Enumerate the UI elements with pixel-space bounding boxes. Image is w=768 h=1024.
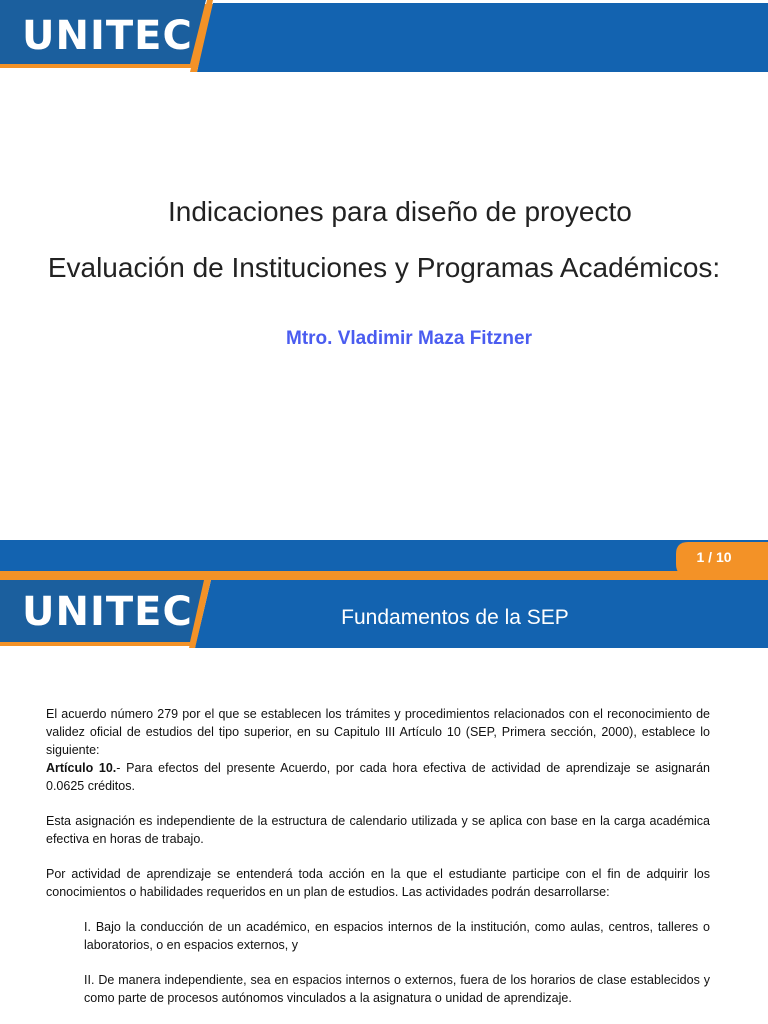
article-text: - Para efectos del presente Acuerdo, por cada hora efectiva de actividad de aprendizaje se asignarán 0.0625 créditos. [46,761,710,793]
content-slide [0,576,768,1024]
title-line-1: Indicaciones para diseño de proyecto [168,196,632,227]
paragraph-activity: Por actividad de aprendizaje se entenderá toda acción en la que el estudiante participe con el fin de adquirir los conocimientos o habilidades requeridos en un plan de estudios. Las actividades podrán desarrollarse: [46,867,710,899]
page-counter: 1 / 10 [696,549,732,565]
unitec-logo: UNITEC [22,13,193,59]
slide-body [46,705,710,1024]
slide-header [0,576,768,648]
slide-header [0,0,768,72]
paragraph-assignment: Esta asignación es independiente de la estructura de calendario utilizada y se aplica con base en la carga académica efectiva en horas de trabajo. [46,814,710,846]
article-label: Artículo 10. [46,761,117,775]
bottom-band [0,540,768,576]
paragraph-intro: El acuerdo número 279 por el que se establecen los trámites y procedimientos relacionados con el reconocimiento de validez oficial de estudios del tipo superior, en su Capitulo III Artículo 10 (SEP, Primera sección, 2000), establece lo siguiente: [46,707,710,757]
list-item-1: I. Bajo la conducción de un académico, en espacios internos de la institución, como aulas, centros, talleres o laboratorios, o en espacios externos, y [84,920,710,952]
list-item-2: II. De manera independiente, sea en espacios internos o externos, fuera de los horarios de clase establecidos y como parte de procesos autónomos vinculados a la asignatura o unidad de aprendizaje. [84,973,710,1005]
slide-title: Fundamentos de la SEP [341,606,569,629]
unitec-logo: UNITEC [22,589,193,635]
title-line-2: Evaluación de Instituciones y Programas Académicos: [47,252,721,283]
paragraph-article [46,759,710,795]
author-name: Mtro. Vladimir Maza Fitzner [286,328,532,349]
